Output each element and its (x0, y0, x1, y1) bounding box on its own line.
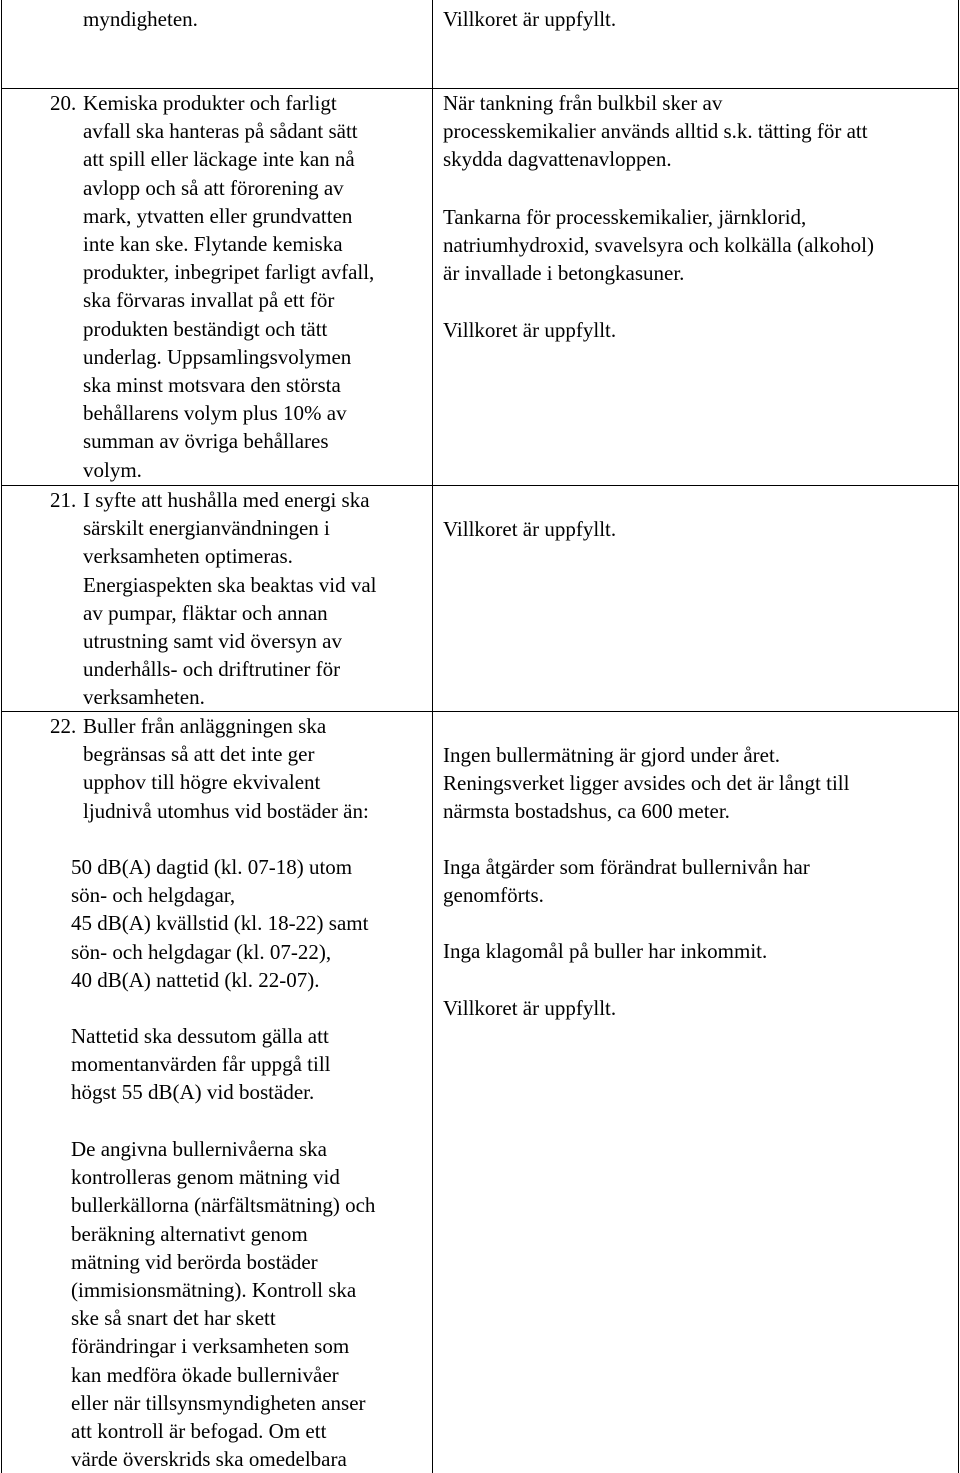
status-text: Villkoret är uppfyllt. (443, 7, 617, 31)
text-line: ljudnivå utomhus vid bostäder än: (83, 798, 369, 823)
response-22-status (443, 994, 616, 1022)
table-column-divider (432, 0, 433, 1473)
noise-levels (71, 853, 368, 994)
text-line: Ingen bullermätning är gjord under året. (443, 743, 781, 767)
text-line: eller när tillsynsmyndigheten anser (71, 1390, 366, 1415)
text-line: begränsas så att det inte ger (83, 742, 315, 767)
text-line: avfall ska hanteras på sådant sätt (83, 119, 358, 144)
top-row-response (443, 5, 616, 33)
text-line: volym. (83, 457, 142, 482)
text-line: verksamheten optimeras. (83, 544, 293, 569)
condition-text (83, 712, 369, 825)
text-line: natriumhydroxid, svavelsyra och kolkälla (alkohol) (443, 233, 874, 258)
text-line: mätning vid berörda bostäder (71, 1249, 318, 1274)
text-line: sön- och helgdagar (kl. 07-22), (71, 939, 332, 964)
text-line: Kemiska produkter och farligt (83, 91, 337, 115)
text-line: 40 dB(A) nattetid (kl. 22-07). (71, 967, 320, 992)
condition-number: 20. (50, 91, 77, 115)
table-border-right (958, 0, 959, 1473)
text-line: avlopp och så att förorening av (83, 175, 344, 200)
text-line: underhålls- och driftrutiner för (83, 657, 341, 682)
text-line: (immisionsmätning). Kontroll ska (71, 1278, 357, 1303)
text-line: bullerkällorna (närfältsmätning) och (71, 1193, 376, 1218)
text-line: momentanvärden får uppgå till (71, 1052, 331, 1077)
condition-number: 21. (50, 488, 77, 512)
text-line: 45 dB(A) kvällstid (kl. 18-22) samt (71, 911, 369, 936)
text-line: värde överskrids ska omedelbara (71, 1447, 347, 1472)
status-text: Villkoret är uppfyllt. (443, 318, 617, 342)
text-line: av pumpar, fläktar och annan (83, 600, 328, 625)
text-line: ska minst motsvara den största (83, 373, 341, 398)
text-line: utrustning samt vid översyn av (83, 629, 342, 654)
text-line: 50 dB(A) dagtid (kl. 07-18) utom (71, 855, 353, 879)
text-line: Energiaspekten ska beaktas vid val (83, 572, 377, 597)
night-requirement (71, 1022, 331, 1107)
text-line: underlag. Uppsamlingsvolymen (83, 344, 352, 369)
status-text: Villkoret är uppfyllt. (443, 996, 617, 1020)
text-line: produkten beständigt och tätt (83, 316, 328, 341)
table-border-left (1, 0, 2, 1473)
text-line: Buller från anläggningen ska (83, 714, 327, 738)
text-line: högst 55 dB(A) vid bostäder. (71, 1080, 315, 1105)
text-line: skydda dagvattenavloppen. (443, 147, 672, 172)
text-line: processkemikalier används alltid s.k. tätting för att (443, 119, 868, 144)
condition-text (83, 486, 377, 712)
text-line: verksamheten. (83, 685, 205, 710)
text-line: Tankarna för processkemikalier, järnklorid, (443, 205, 807, 229)
text-line: summan av övriga behållares (83, 429, 329, 454)
response-22-complaints (443, 937, 767, 965)
text-line: myndigheten. (83, 7, 198, 31)
response-21-status (443, 515, 616, 543)
text-line: att kontroll är befogad. Om ett (71, 1419, 327, 1444)
condition-text (83, 89, 374, 484)
text-line: Inga klagomål på buller har inkommit. (443, 939, 768, 963)
text-line: produkter, inbegripet farligt avfall, (83, 260, 375, 285)
text-line: ska förvaras invallat på ett för (83, 288, 335, 313)
condition-number: 22. (50, 714, 77, 738)
text-line: kan medföra ökade bullernivåer (71, 1362, 339, 1387)
text-line: sön- och helgdagar, (71, 883, 236, 908)
control-requirement (71, 1135, 375, 1473)
text-line: mark, ytvatten eller grundvatten (83, 203, 353, 228)
text-line: Inga åtgärder som förändrat bullernivån har (443, 855, 810, 879)
text-line: närmsta bostadshus, ca 600 meter. (443, 799, 730, 824)
text-line: Nattetid ska dessutom gälla att (71, 1024, 329, 1048)
status-text: Villkoret är uppfyllt. (443, 517, 617, 541)
response-20-tanks (443, 203, 874, 288)
text-line: inte kan ske. Flytande kemiska (83, 232, 343, 257)
text-line: beräkning alternativt genom (71, 1221, 308, 1246)
text-line: ske så snart det har skett (71, 1306, 276, 1331)
text-line: kontrolleras genom mätning vid (71, 1165, 340, 1190)
text-line: När tankning från bulkbil sker av (443, 91, 723, 115)
text-line: förändringar i verksamheten som (71, 1334, 350, 1359)
text-line: I syfte att hushålla med energi ska (83, 488, 370, 512)
response-22-actions (443, 853, 810, 909)
response-20 (443, 89, 868, 174)
text-line: genomförts. (443, 883, 544, 908)
response-22-measurement (443, 741, 849, 826)
top-row-condition (83, 5, 198, 33)
text-line: upphov till högre ekvivalent (83, 770, 321, 795)
text-line: är invallade i betongkasuner. (443, 261, 685, 286)
text-line: särskilt energianvändningen i (83, 516, 330, 541)
text-line: behållarens volym plus 10% av (83, 401, 347, 426)
text-line: Reningsverket ligger avsides och det är långt till (443, 771, 850, 796)
text-line: De angivna bullernivåerna ska (71, 1137, 327, 1161)
response-20-status (443, 316, 616, 344)
text-line: att spill eller läckage inte kan nå (83, 147, 355, 172)
